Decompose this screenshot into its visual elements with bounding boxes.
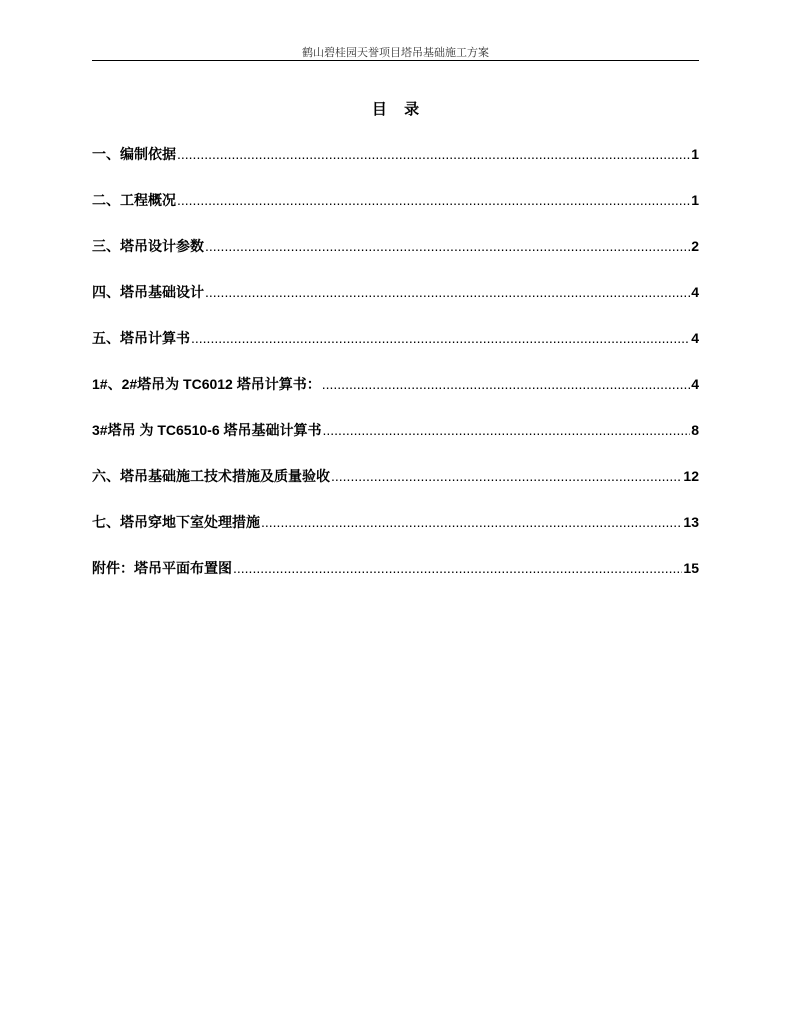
toc-entry-tc6510-calculation[interactable] [92,421,699,467]
toc-entry-title: 六、塔吊基础施工技术措施及质量验收 [92,468,330,484]
toc-dot-leader [233,559,682,577]
toc-page-number: 2 [691,238,699,254]
table-of-contents [92,145,699,605]
toc-page-number: 1 [691,146,699,162]
toc-dot-leader [323,421,691,439]
toc-entry-crane-calculation[interactable] [92,329,699,375]
toc-entry-compilation-basis[interactable] [92,145,699,191]
toc-dot-leader [322,375,690,393]
toc-page-number: 15 [683,560,699,576]
toc-entry-basement-measures[interactable] [92,513,699,559]
toc-entry-project-overview[interactable] [92,191,699,237]
toc-page-number: 12 [683,468,699,484]
toc-dot-leader [177,191,690,209]
toc-entry-title: 附件：塔吊平面布置图 [92,560,232,576]
toc-page-number: 1 [691,192,699,208]
toc-entry-title: 七、塔吊穿地下室处理措施 [92,514,260,530]
toc-entry-title: 二、工程概况 [92,192,176,208]
toc-entry-tc6012-calculation[interactable] [92,375,699,421]
toc-entry-title: 三、塔吊设计参数 [92,238,204,254]
header-rule [92,60,699,61]
toc-dot-leader [205,283,690,301]
toc-dot-leader [331,467,682,485]
toc-dot-leader [191,329,690,347]
toc-entry-title: 3#塔吊 为 TC6510-6 塔吊基础计算书 [92,422,322,438]
toc-entry-crane-foundation-design[interactable] [92,283,699,329]
toc-dot-leader [205,237,690,255]
running-header: 鹤山碧桂园天誉项目塔吊基础施工方案 [302,46,489,59]
toc-dot-leader [177,145,690,163]
toc-dot-leader [261,513,682,531]
toc-entry-title: 一、编制依据 [92,146,176,162]
toc-entry-title: 五、塔吊计算书 [92,330,190,346]
toc-page-number: 4 [691,330,699,346]
toc-entry-appendix-layout-plan[interactable] [92,559,699,605]
toc-entry-construction-measures[interactable] [92,467,699,513]
toc-entry-crane-design-parameters[interactable] [92,237,699,283]
toc-entry-title: 四、塔吊基础设计 [92,284,204,300]
toc-page-number: 13 [683,514,699,530]
toc-entry-title: 1#、2#塔吊为 TC6012 塔吊计算书： [92,376,321,392]
toc-page-number: 4 [691,376,699,392]
toc-page-number: 8 [691,422,699,438]
toc-page-number: 4 [691,284,699,300]
toc-title: 目 录 [371,100,426,118]
